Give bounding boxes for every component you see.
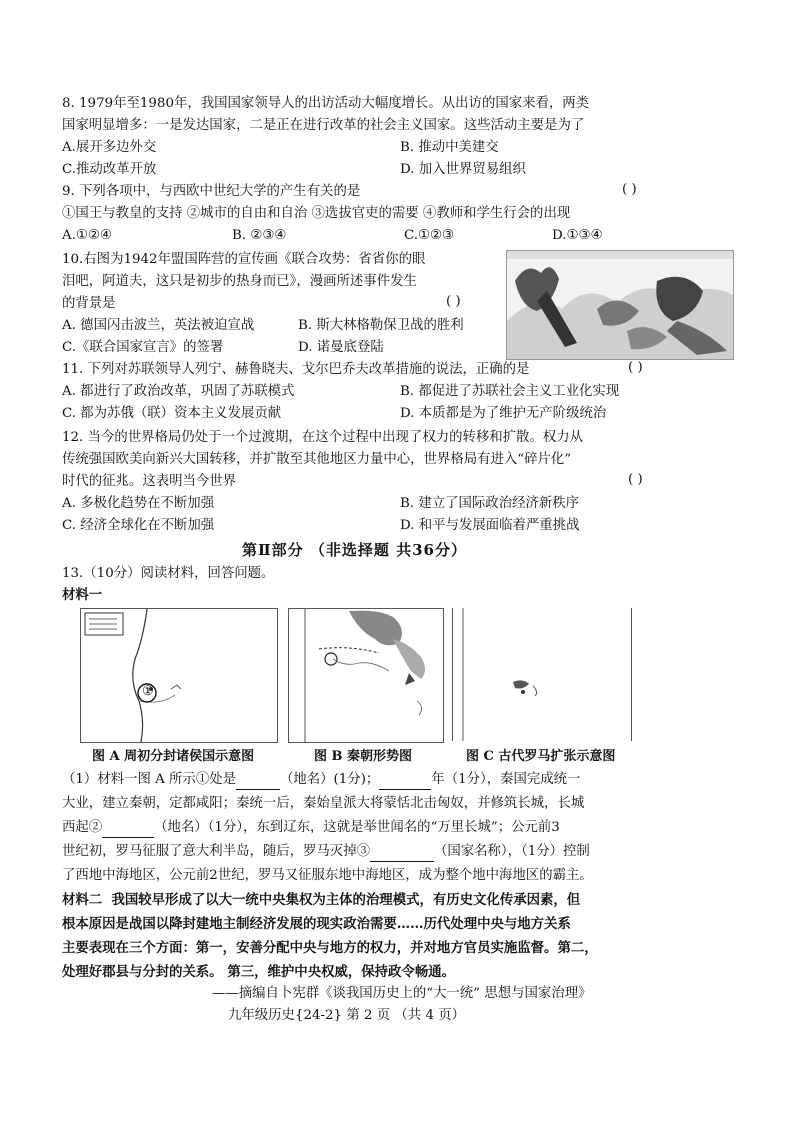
map-a-zhou-fiefs (80, 608, 278, 743)
q12-option-c: C. 经济全球化在不断加强 (62, 518, 215, 533)
q8-option-c: C.推动改革开放 (62, 162, 157, 177)
q12-stem-line2: 传统强国欧美向新兴大国转移，并扩散至其他地区力量中心，世界格局有进入“碎片化” (62, 452, 572, 467)
q13-part1-line4 (62, 842, 590, 862)
page-footer: 九年级历史{24-2} 第 2 页 （共 4 页） (228, 1008, 465, 1023)
q8-stem-line2: 国家明显增多：一是发达国家，二是正在进行改革的社会主义国家。这些活动主要是为了 (62, 118, 585, 133)
q10-option-a: A. 德国闪击波兰，英法被迫宣战 (62, 318, 255, 333)
q11-option-b: B. 都促进了苏联社会主义工业化实现 (400, 384, 620, 399)
q11-stem-line1: 11. 下列对苏联领导人列宁、赫鲁晓夫、戈尔巴乔夫改革措施的说法，正确的是 (62, 362, 530, 377)
blank-year[interactable] (379, 789, 431, 790)
q8-stem-line1: 8. 1979年至1980年，我国国家领导人的出访活动大幅度增长。从出访的国家来看，两类 (62, 96, 590, 111)
blank-country[interactable] (370, 861, 434, 862)
map-a-caption: 图 A 周初分封诸侯国示意图 (92, 749, 255, 764)
q11-option-a: A. 都进行了政治改革，巩固了苏联模式 (62, 384, 295, 399)
q13-part1-line5: 了西地中海地区，公元前2世纪，罗马又征服东地中海地区，成为整个地中海地区的霸主。 (62, 868, 593, 883)
q13-part1-text-e: （地名）（1分），东到辽东，这就是举世闻名的“万里长城”；公元前3 (154, 820, 560, 835)
q13-intro: 13.（10分）阅读材料，回答问题。 (62, 566, 275, 581)
material-2-line4: 处理好郡县与分封的关系。 第三，维护中央权威，保持政令畅通。 (62, 964, 455, 980)
map-a-drawing (81, 609, 277, 742)
material-2-source: ——摘编自卜宪群《谈我国历史上的“大一统” 思想与国家治理》 (212, 986, 592, 1001)
material-2-line3: 主要表现在三个方面：第一，安善分配中央与地方的权力，并对地方官员实施监督。第二， (62, 940, 598, 956)
map-b-caption: 图 B 秦朝形势图 (314, 749, 413, 764)
map-b-qin-dynasty (288, 608, 444, 743)
q11-option-c: C. 都为苏俄（联）资本主义发展贡献 (62, 406, 282, 421)
q10-option-d: D. 诺曼底登陆 (298, 340, 384, 355)
blank-place-2[interactable] (102, 837, 154, 838)
q13-part1-text-b: （地名）(1分)； (280, 772, 380, 787)
map-c-caption: 图 C 古代罗马扩张示意图 (466, 749, 616, 764)
q12-option-a: A. 多极化趋势在不断加强 (62, 496, 215, 511)
material-2-text-1: 我国较早形成了以大一统中央集权为主体的治理模式，有历史文化传承因素，但 (111, 892, 581, 908)
q12-option-d: D. 和平与发展面临着严重挑战 (400, 518, 580, 533)
q13-part1-line3 (62, 818, 560, 838)
q11-option-d: D. 本质都是为了维护无产阶级统治 (400, 406, 607, 421)
material-2-line2: 根本原因是战国以降封建地主制经济发展的现实政治需要……历代处理中央与地方关系 (62, 916, 571, 932)
q8-option-a: A.展开多边外交 (62, 140, 157, 155)
q9-answer-paren: ( ) (622, 182, 637, 197)
q9-option-d: D.①③④ (552, 228, 603, 243)
q10-answer-paren: ( ) (446, 294, 461, 309)
q10-option-c: C.《联合国家宣言》的签署 (62, 340, 224, 355)
q10-stem-line2: 泪吧，阿道夫，这只是初步的热身而已》，漫画所述事件发生 (62, 274, 417, 289)
q11-answer-paren: ( ) (628, 360, 643, 375)
cartoon-drawing (507, 251, 733, 359)
q8-option-d: D. 加入世界贸易组织 (400, 162, 526, 177)
map-c-roman-expansion (452, 608, 632, 741)
propaganda-cartoon-image (506, 250, 734, 360)
q12-stem-line1: 12. 当今的世界格局仍处于一个过渡期，在这个过程中出现了权力的转移和扩散。权力从 (62, 430, 584, 445)
q12-option-b: B. 建立了国际政治经济新秩序 (400, 496, 580, 511)
map-a-marker-1: ① (142, 684, 154, 699)
q10-option-b: B. 斯大林格勒保卫战的胜利 (298, 318, 464, 333)
q13-part1-line1 (62, 770, 580, 790)
q8-option-b: B. 推动中美建交 (400, 140, 499, 155)
q10-stem-line3: 的背景是 (62, 296, 116, 311)
q9-option-b: B. ②③④ (232, 228, 287, 243)
q9-option-c: C.①②③ (404, 228, 455, 243)
q13-part1-line2: 大业，建立秦朝，定都咸阳；秦统一后，秦始皇派大将蒙恬北击匈奴，并修筑长城，长城 (62, 796, 585, 811)
material-1-label: 材料一 (62, 587, 103, 603)
material-2-label: 材料二 (62, 892, 103, 908)
q13-part1-text-g: （国家名称），（1分）控制 (433, 844, 590, 859)
q12-stem-line3: 时代的征兆。这表明当今世界 (62, 474, 237, 489)
blank-place-1[interactable] (236, 789, 280, 790)
q13-part1-text-d: 西起② (62, 820, 103, 835)
q10-stem-line1: 10.右图为1942年盟国阵营的宣传画《联合攻势：省省你的眼 (62, 252, 426, 267)
section-2-title: 第Ⅱ部分 （非选择题 共36分） (242, 541, 467, 559)
q13-part1-text-f: 世纪初，罗马征服了意大利半岛，随后，罗马灭掉③ (62, 844, 370, 859)
map-b-drawing (289, 609, 443, 742)
q13-part1-text-a: （1）材料一图 A 所示①处是 (62, 772, 236, 787)
material-2-line1 (62, 890, 580, 910)
q13-part1-text-c: 年（1分），秦国完成统一 (431, 772, 581, 787)
q9-stem-line1: 9. 下列各项中，与西欧中世纪大学的产生有关的是 (62, 184, 361, 199)
q9-option-a: A.①②④ (62, 228, 112, 243)
q9-stem-line2: ①国王与教皇的支持 ②城市的自由和自治 ③选拔官吏的需要 ④教师和学生行会的出现 (62, 206, 571, 221)
q12-answer-paren: ( ) (628, 472, 643, 487)
map-c-drawing (453, 608, 631, 741)
